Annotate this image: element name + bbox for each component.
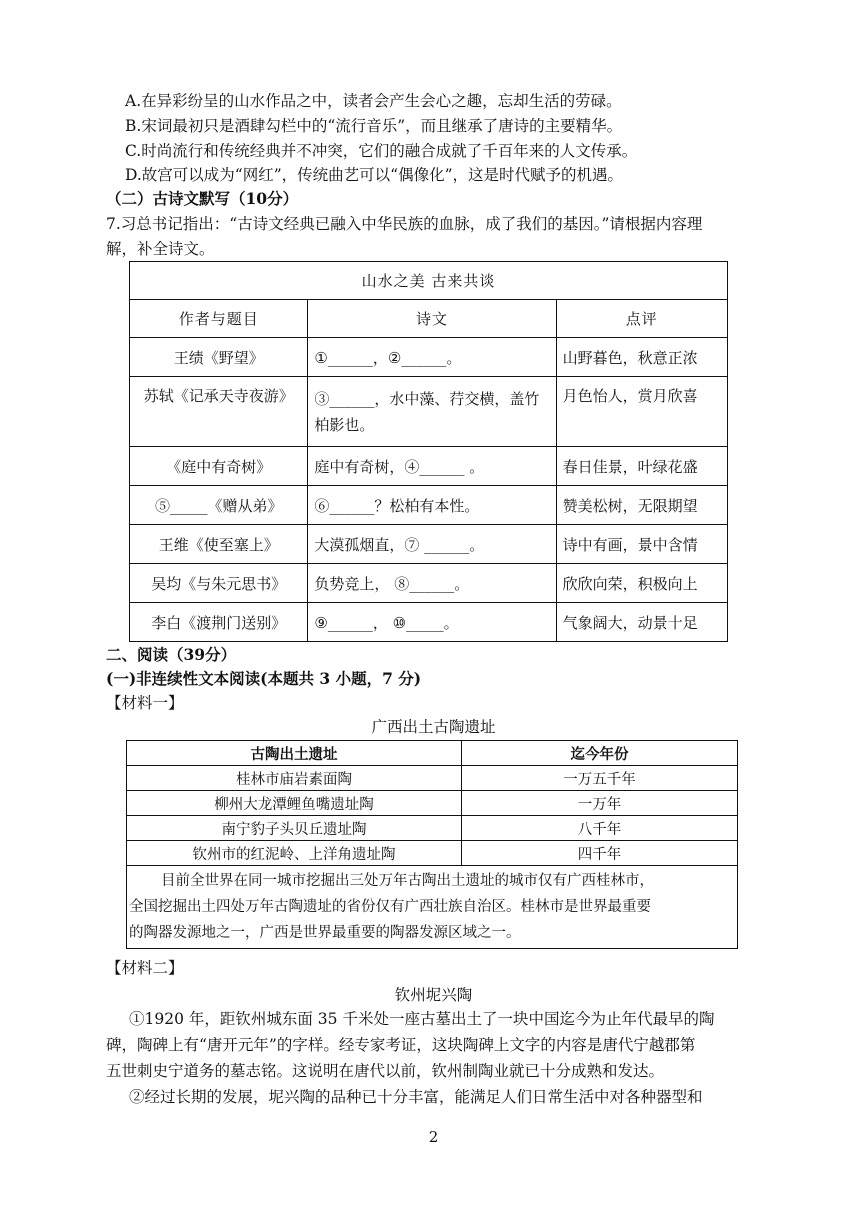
table-row <box>127 841 738 866</box>
site-years: 八千年 <box>462 816 738 841</box>
poem-author: 《庭中有奇树》 <box>130 447 308 486</box>
material-1-title: 广西出土古陶遗址 <box>371 718 496 736</box>
site-location: 桂林市庙岩素面陶 <box>127 766 462 791</box>
poem-header-author: 作者与题目 <box>130 300 308 338</box>
site-location: 钦州市的红泥岭、上洋角遗址陶 <box>127 841 462 866</box>
site-location: 柳州大龙潭鲤鱼嘴遗址陶 <box>127 791 462 816</box>
poem-text: 大漠孤烟直，⑦ ______。 <box>308 525 556 564</box>
poem-comment: 赞美松树，无限期望 <box>556 486 727 525</box>
poem-text: 负势竞上， ⑧______。 <box>308 564 556 603</box>
material-2-title: 钦州坭兴陶 <box>394 986 473 1004</box>
poem-text: 庭中有奇树，④______ 。 <box>308 447 556 486</box>
poem-author: ⑤_____《赠从弟》 <box>130 486 308 525</box>
site-header-location: 古陶出土遗址 <box>127 741 462 766</box>
paragraph-2-line: ②经过长期的发展，坭兴陶的品种已十分丰富，能满足人们日常生活中对各种器型和 <box>129 1088 703 1106</box>
poem-text: ①______，②______。 <box>308 338 556 377</box>
poem-author: 王绩《野望》 <box>130 338 308 377</box>
poem-row <box>130 486 728 525</box>
poem-text: ⑨______， ⑩_____。 <box>308 603 556 642</box>
material-2-label: 【材料二】 <box>106 959 184 977</box>
site-note-line: 全国挖掘出土四处万年古陶遗址的省份仅有广西壮族自治区。桂林市是世界最重要 <box>129 899 651 915</box>
poem-comment: 山野暮色，秋意正浓 <box>556 338 727 377</box>
paragraph-1-line: ①1920 年，距钦州城东面 35 千米处一座古墓出土了一块中国迄今为止年代最早的陶 <box>129 1010 715 1028</box>
option-b: B.宋词最初只是酒肆勾栏中的“流行音乐”，而且继承了唐诗的主要精华。 <box>125 117 623 135</box>
poem-table-title: 山水之美 古来共谈 <box>130 262 728 300</box>
poem-row <box>130 447 728 486</box>
site-note-line: 目前全世界在同一城市挖掘出三处万年古陶出土遗址的城市仅有广西桂林市， <box>161 873 654 889</box>
site-header-years: 迄今年份 <box>462 741 738 766</box>
reading-subheading: (一)非连续性文本阅读(本题共 3 小题，7 分) <box>106 669 422 688</box>
poem-text: ③______，水中藻、荇交横，盖竹柏影也。 <box>308 377 556 447</box>
section-heading-poetry: （二）古诗文默写（10分） <box>106 189 299 208</box>
site-years: 四千年 <box>462 841 738 866</box>
poem-comment: 诗中有画，景中含情 <box>556 525 727 564</box>
poem-comment: 月色怡人，赏月欣喜 <box>556 377 727 447</box>
poem-comment: 气象阔大，动景十足 <box>556 603 727 642</box>
option-c: C.时尚流行和传统经典并不冲突，它们的融合成就了千百年来的人文传承。 <box>125 142 638 160</box>
poem-header-comment: 点评 <box>556 300 727 338</box>
paragraph-1-line: 五世刺史宁道务的墓志铭。这说明在唐代以前，钦州制陶业就已十分成熟和发达。 <box>106 1062 665 1080</box>
poem-comment: 欣欣向荣，积极向上 <box>556 564 727 603</box>
site-note-line: 的陶器发源地之一，广西是世界最重要的陶器发源区域之一。 <box>129 925 521 941</box>
table-row <box>127 766 738 791</box>
option-d: D.故宫可以成为“网红”，传统曲艺可以“偶像化”，这是时代赋予的机遇。 <box>125 166 624 184</box>
site-years: 一万五千年 <box>462 766 738 791</box>
option-a: A.在异彩纷呈的山水作品之中，读者会产生会心之趣，忘却生活的劳碌。 <box>125 92 622 110</box>
poem-author: 李白《渡荆门送别》 <box>130 603 308 642</box>
poem-author: 吴均《与朱元思书》 <box>130 564 308 603</box>
poem-table <box>129 261 728 642</box>
question-7-line-2: 解，补全诗文。 <box>106 240 215 258</box>
paragraph-1-line: 碑，陶碑上有“唐开元年”的字样。经专家考证，这块陶碑上文字的内容是唐代宁越郡第 <box>106 1036 696 1054</box>
poem-row <box>130 377 728 447</box>
poem-header-text: 诗文 <box>308 300 556 338</box>
question-7-line-1: 7.习总书记指出：“古诗文经典已融入中华民族的血脉，成了我们的基因。”请根据内容理 <box>106 215 703 233</box>
page-number: 2 <box>428 1128 439 1146</box>
site-years: 一万年 <box>462 791 738 816</box>
site-location: 南宁豹子头贝丘遗址陶 <box>127 816 462 841</box>
poem-row <box>130 525 728 564</box>
poem-text: ⑥______？松柏有本性。 <box>308 486 556 525</box>
poem-row <box>130 338 728 377</box>
poem-row <box>130 603 728 642</box>
site-table-note <box>127 866 738 949</box>
poem-author: 苏轼《记承天寺夜游》 <box>130 377 308 447</box>
table-row <box>127 816 738 841</box>
reading-heading: 二、阅读（39分） <box>106 645 237 664</box>
table-row <box>127 791 738 816</box>
poem-row <box>130 564 728 603</box>
site-table <box>126 740 738 949</box>
poem-comment: 春日佳景，叶绿花盛 <box>556 447 727 486</box>
poem-author: 王维《使至塞上》 <box>130 525 308 564</box>
material-1-label: 【材料一】 <box>106 694 184 712</box>
